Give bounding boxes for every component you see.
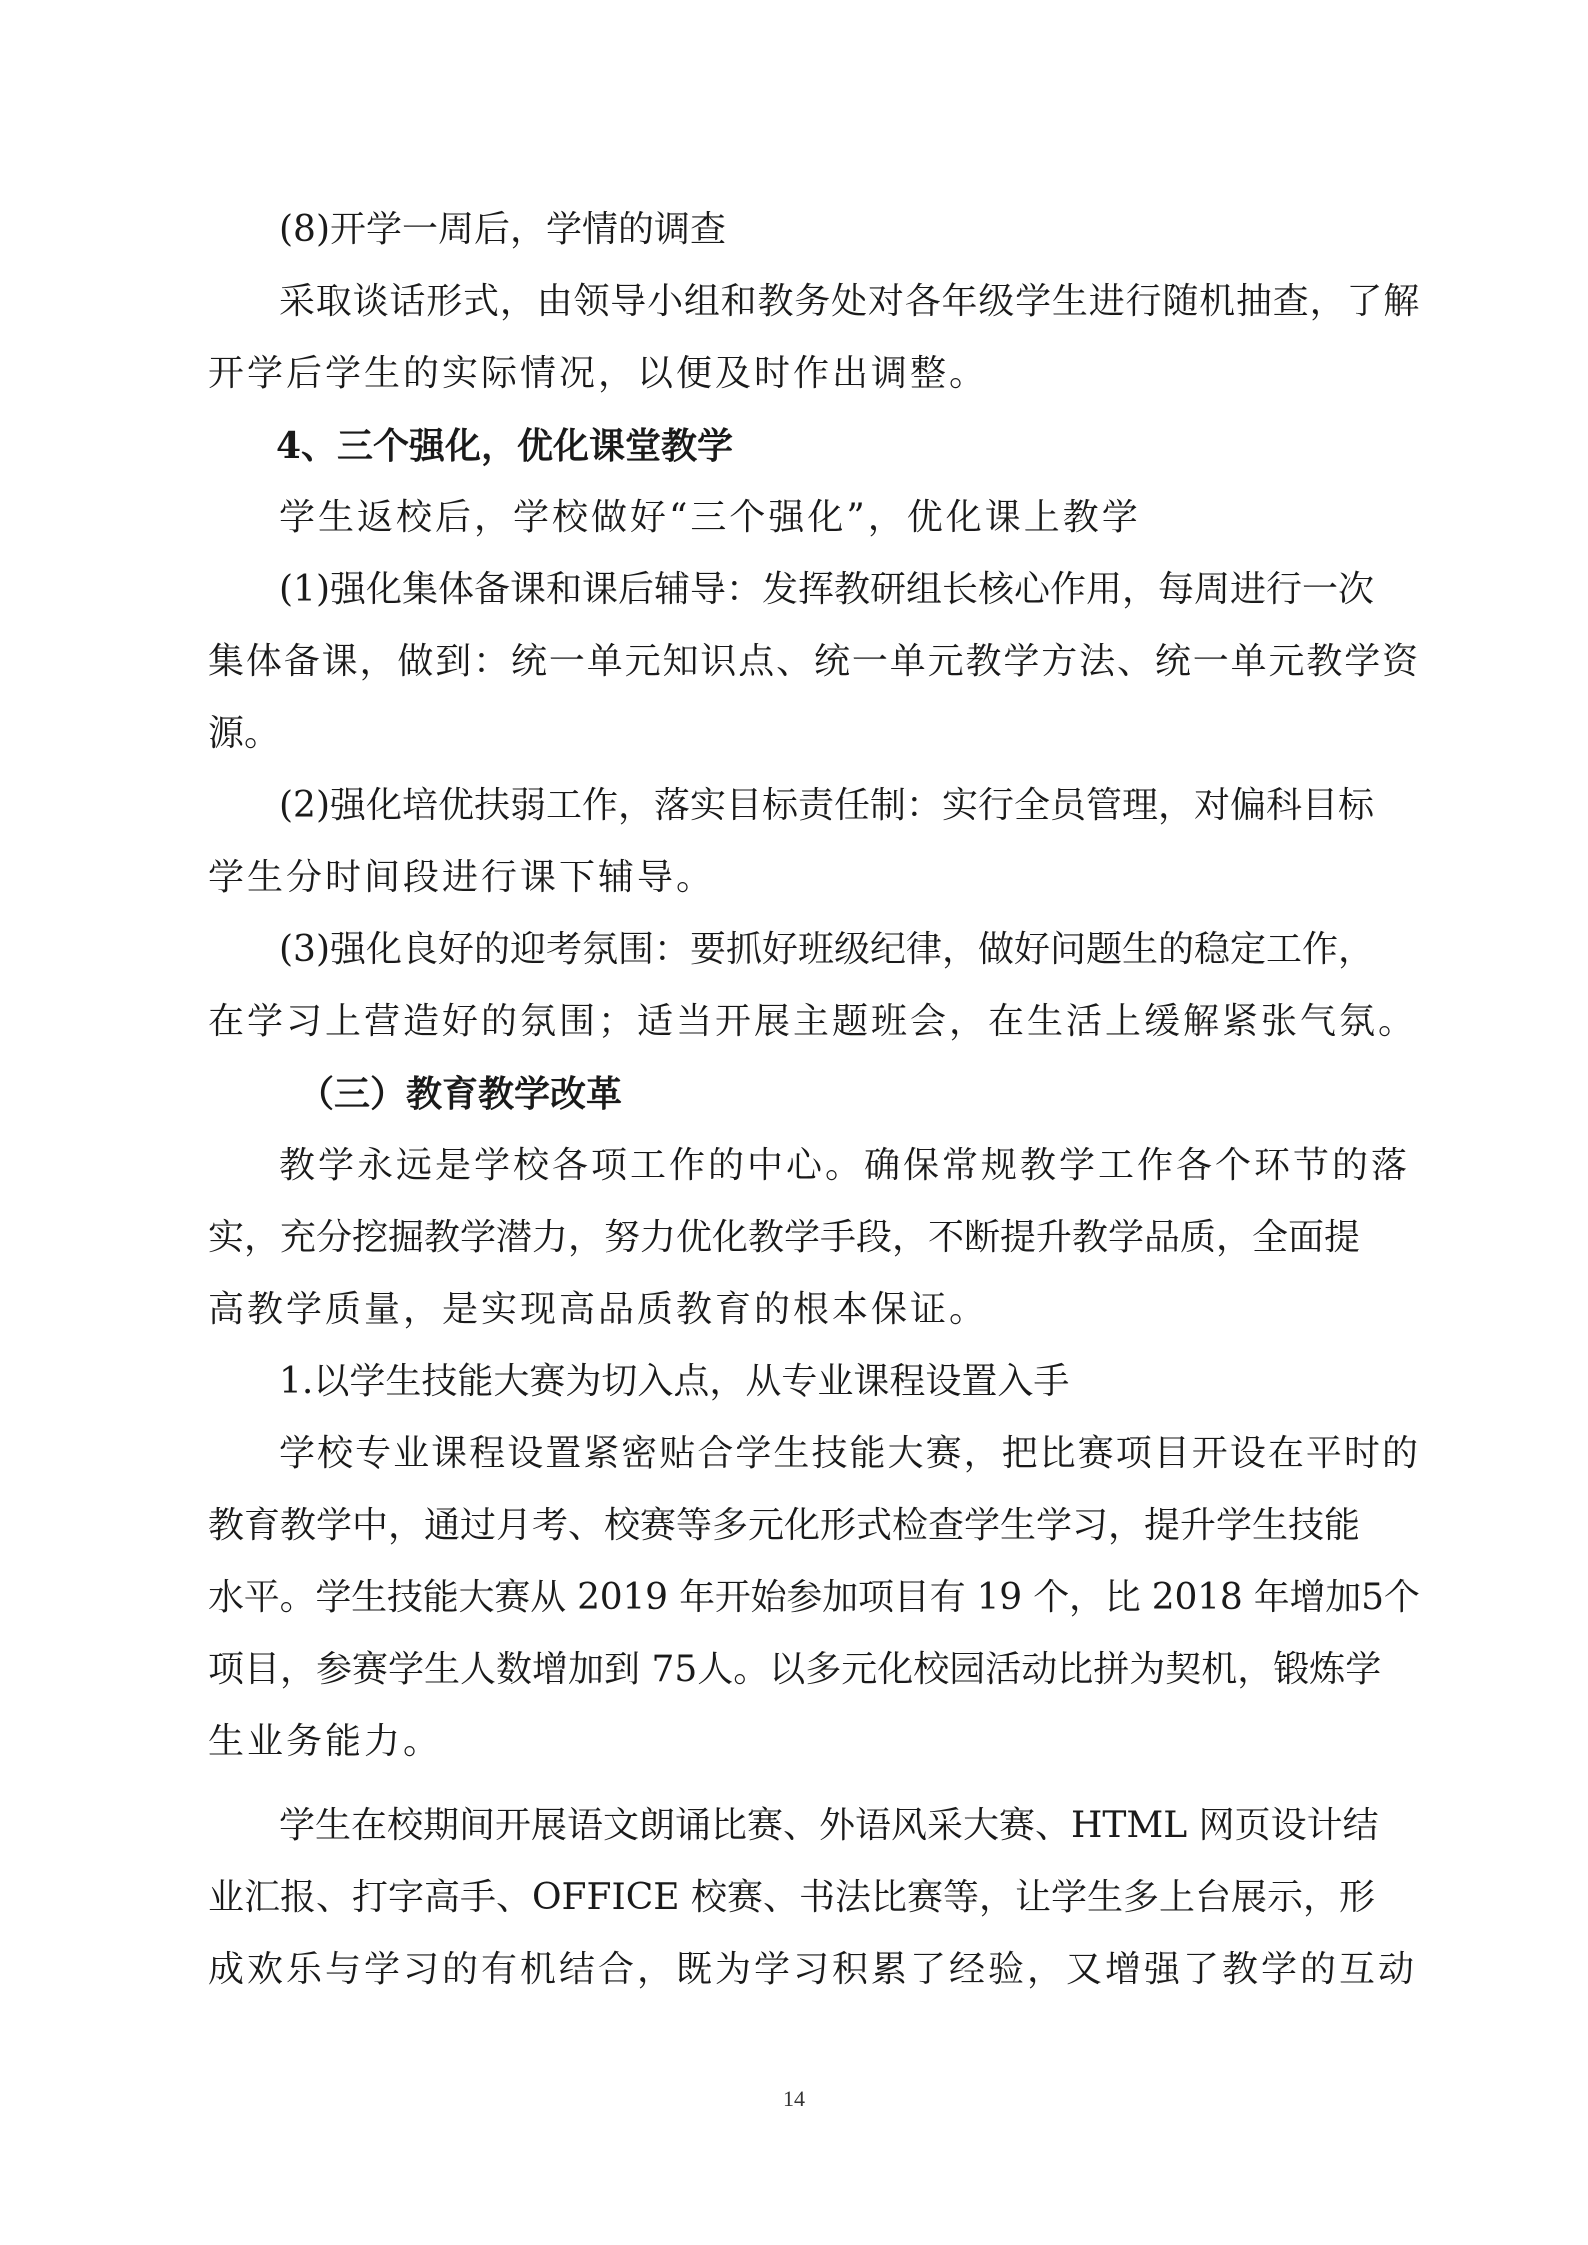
paragraph-line: 集体备课，做到：统一单元知识点、统一单元教学方法、统一单元教学资: [208, 641, 1421, 682]
paragraph-line: 水平。学生技能大赛从 2019 年开始参加项目有 19 个，比 2018 年增加5个: [208, 1577, 1420, 1618]
paragraph-line: 业汇报、打字高手、OFFICE 校赛、书法比赛等，让学生多上台展示，形: [208, 1877, 1375, 1918]
paragraph-line: 教学永远是学校各项工作的中心。确保常规教学工作各个环节的落: [279, 1145, 1411, 1186]
paragraph-line: 学生返校后，学校做好“三个强化”，优化课上教学: [279, 497, 1141, 538]
paragraph-line: (3)强化良好的迎考氛围：要抓好班级纪律，做好问题生的稳定工作，: [279, 929, 1374, 970]
paragraph-line: (2)强化培优扶弱工作，落实目标责任制：实行全员管理，对偏科目标: [279, 785, 1374, 826]
paragraph-line: (8)开学一周后，学情的调查: [279, 209, 726, 250]
paragraph-line: 采取谈话形式，由领导小组和教务处对各年级学生进行随机抽查，了解: [279, 281, 1421, 322]
paragraph-line: 高教学质量，是实现高品质教育的根本保证。: [208, 1289, 989, 1330]
subheading-line: 1.以学生技能大赛为切入点，从专业课程设置入手: [279, 1361, 1070, 1402]
paragraph-line: 项目，参赛学生人数增加到 75人。以多元化校园活动比拼为契机，锻炼学: [208, 1649, 1382, 1690]
paragraph-line: 实，充分挖掘教学潜力，努力优化教学手段，不断提升教学品质，全面提: [208, 1217, 1361, 1258]
paragraph-line: 在学习上营造好的氛围；适当开展主题班会，在生活上缓解紧张气氛。: [208, 1001, 1418, 1042]
section-heading: 4、三个强化，优化课堂教学: [276, 425, 734, 467]
section-heading: （三）教育教学改革: [298, 1073, 623, 1115]
paragraph-line: (1)强化集体备课和课后辅导：发挥教研组长核心作用，每周进行一次: [279, 569, 1374, 610]
paragraph-line: 源。: [208, 713, 281, 754]
paragraph-line: 教育教学中，通过月考、校赛等多元化形式检查学生学习，提升学生技能: [208, 1505, 1361, 1546]
paragraph-line: 开学后学生的实际情况，以便及时作出调整。: [208, 353, 989, 394]
paragraph-line: 学生在校期间开展语文朗诵比赛、外语风采大赛、HTML 网页设计结: [279, 1805, 1379, 1846]
paragraph-line: 生业务能力。: [208, 1721, 443, 1762]
paragraph-line: 学生分时间段进行课下辅导。: [208, 857, 716, 898]
paragraph-line: 学校专业课程设置紧密贴合学生技能大赛，把比赛项目开设在平时的: [279, 1433, 1421, 1474]
paragraph-line: 成欢乐与学习的有机结合，既为学习积累了经验，又增强了教学的互动: [208, 1949, 1418, 1990]
page-number: 14: [783, 2086, 805, 2111]
